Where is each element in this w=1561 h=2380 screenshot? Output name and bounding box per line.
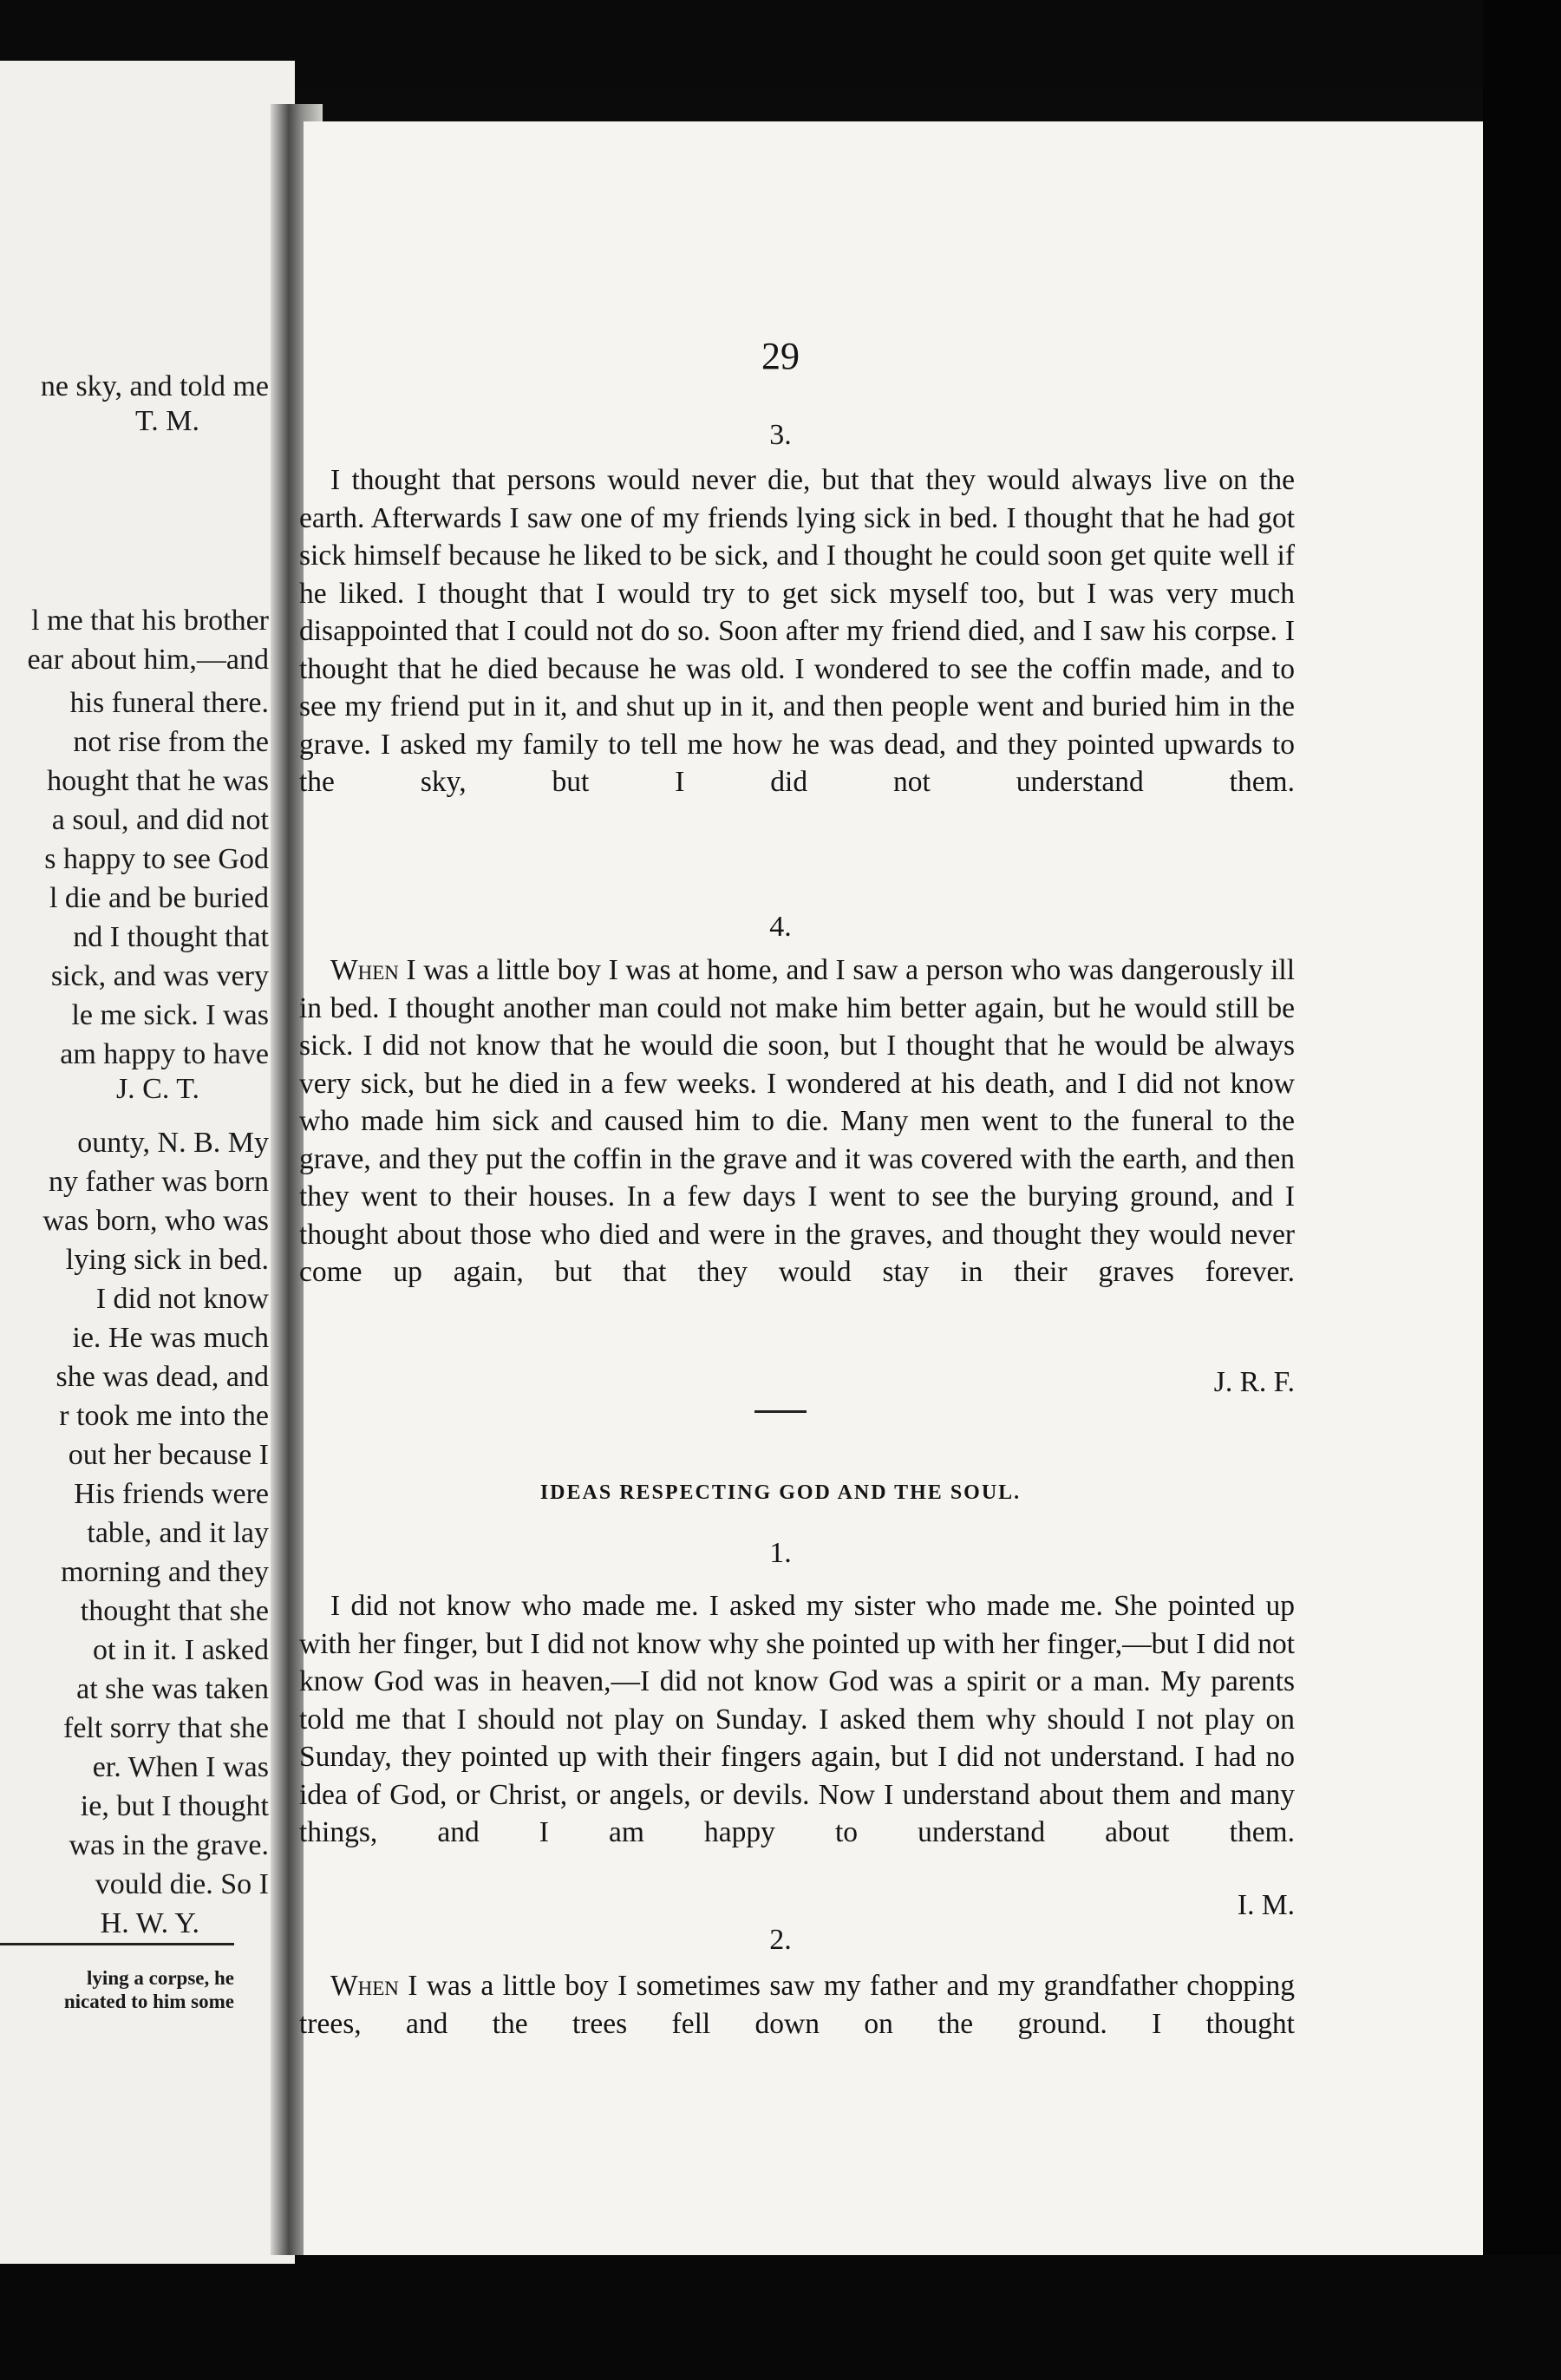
left-page-line: r took me into the <box>59 1400 269 1432</box>
god-section-2-body: I was a little boy I sometimes saw my father and my grandfather chopping trees, and the trees fell down on the ground. I thought <box>299 1970 1295 2040</box>
section-4-signature: J. R. F. <box>1213 1366 1295 1398</box>
left-page-line: l me that his brother <box>31 605 269 637</box>
god-section-number-2: 2. <box>769 1924 792 1956</box>
left-page-line: ounty, N. B. My <box>77 1127 269 1159</box>
left-page-line: er. When I was <box>92 1751 269 1783</box>
section-number-4: 4. <box>769 911 792 943</box>
left-page-line: T. M. <box>135 405 199 437</box>
section-4-text <box>299 951 1295 1329</box>
left-page-line: J. C. T. <box>115 1073 199 1105</box>
section-4-lead-word: When <box>330 954 399 986</box>
left-page-line: nd I thought that <box>73 921 269 953</box>
left-page-line: hought that he was <box>47 765 269 797</box>
left-page-footnote-line: lying a corpse, he <box>87 1967 234 1989</box>
section-number-3: 3. <box>769 419 792 451</box>
left-page-line: ear about him,—and <box>27 644 269 676</box>
left-page-line: sick, and was very <box>50 960 269 992</box>
section-4-body: I was a little boy I was at home, and I saw a person who was dangerously ill in bed. I thought another man could not make him better again, but he would still be sick. I did not know that he would die soon, but I thought that he would be always very sick, but he died in a few weeks. I wondered at his death, and I did not know who made him sick and caused him to die. Many men went to the funeral to the grave, and they put the coffin in the grave and it was covered with the earth, and then they went to their houses. In a few days I went to see the burying ground, and I thought about those who died and were in the graves, and thought they would never come up again, but that they would stay in their graves forever. <box>299 954 1295 1288</box>
left-page-line: ne sky, and told me <box>40 370 269 402</box>
left-page-line: vould die. So I <box>95 1868 269 1900</box>
god-section-1-signature: I. M. <box>1237 1889 1295 1921</box>
left-page-line: she was dead, and <box>56 1361 269 1393</box>
left-page-line: lying sick in bed. <box>65 1244 269 1276</box>
left-page-line: am happy to have <box>60 1038 269 1070</box>
left-page-line: His friends were <box>74 1478 269 1510</box>
left-page-line: table, and it lay <box>87 1517 269 1549</box>
left-page-line: l die and be buried <box>49 882 269 914</box>
section-divider <box>754 1410 807 1413</box>
left-page-line: I did not know <box>95 1283 269 1315</box>
left-page-footnote-line: nicated to him some <box>63 1991 234 2012</box>
left-page-line: was in the grave. <box>69 1829 269 1861</box>
left-page-line: ie, but I thought <box>80 1790 269 1822</box>
god-section-number-1: 1. <box>769 1537 792 1569</box>
left-page-line: ny father was born <box>49 1166 269 1198</box>
left-page-line: ie. He was much <box>72 1322 269 1354</box>
left-page-line: morning and they <box>61 1556 269 1588</box>
page-number: 29 <box>761 335 800 377</box>
god-section-1-text: I did not know who made me. I asked my sister who made me. She pointed up with her finger, but I did not know why she pointed up with her finger,—but I did not know God was in heaven,—I did not know God was a spirit or a man. My parents told me that I should not play on Sunday. I asked them why should I not play on Sunday, they pointed up with their fingers again, but I did not understand. I had no idea of God, or Christ, or angels, or devils. Now I understand about them and many things, and I am happy to understand about them. <box>299 1590 1295 1848</box>
left-page-line: not rise from the <box>73 726 269 758</box>
god-section-2-text <box>299 1967 1295 2081</box>
left-page-line: a soul, and did not <box>51 804 269 836</box>
section-3-text: I thought that persons would never die, but that they would always live on the earth. Afterwards I saw one of my friends lying sick in bed. I thought that he had got sick himself because he liked to be sick, and I thought he could soon get quite well if he liked. I thought that I would try to get sick myself too, but I was very much disappointed that I could not do so. Soon after my friend died, and I saw his corpse. I thought that he died because he was old. I wondered to see the coffin made, and to see my friend put in it, and shut up in it, and then people went and buried him in the grave. I asked my family to tell me how he was dead, and they pointed upwards to the sky, but I did not understand them. <box>299 464 1295 798</box>
scan-background-bottom <box>0 2255 1561 2380</box>
left-page-line: thought that she <box>80 1595 269 1627</box>
left-page-line: his funeral there. <box>69 687 269 719</box>
left-page-line: felt sorry that she <box>63 1712 269 1744</box>
left-page-line: ot in it. I asked <box>92 1634 269 1666</box>
left-page-line: H. W. Y. <box>100 1907 199 1939</box>
left-page-line: le me sick. I was <box>71 999 269 1031</box>
god-section-2-lead-word: When <box>330 1970 399 2002</box>
left-page-line: at she was taken <box>76 1673 269 1705</box>
left-page-line: s happy to see God <box>44 843 269 875</box>
left-page-line: was born, who was <box>42 1205 269 1237</box>
left-page-line: out her because I <box>68 1439 269 1471</box>
section-heading: IDEAS RESPECTING GOD AND THE SOUL. <box>539 1481 1022 1504</box>
